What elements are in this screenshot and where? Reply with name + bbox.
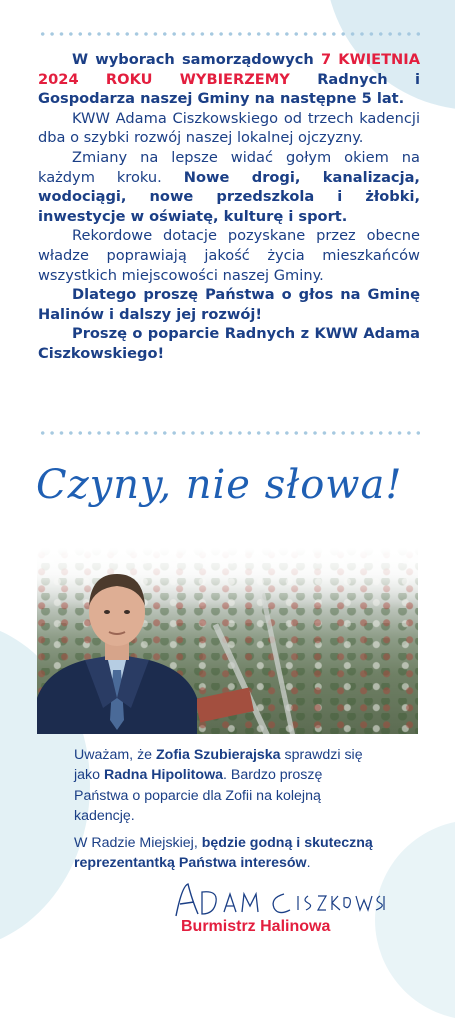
quote-paragraph-council bbox=[74, 833, 374, 874]
signer-role: Burmistrz Halinowa bbox=[181, 918, 331, 935]
paragraph-grants: Rekordowe dotacje pozyskane przez obecne władze poprawiają jakość życia mieszkańców wszystkich miejscowości naszej Gminy. bbox=[38, 227, 420, 284]
leaflet-body-text bbox=[38, 50, 420, 364]
changes-bold: Nowe drogi, kanalizacja, wodociągi, nowe przedszkola i żłobki, inwestycje w oświatę, kulturę i sport. bbox=[38, 168, 420, 225]
quote-bold-text: będzie godną i skuteczną reprezentantką Państwa interesów bbox=[74, 835, 373, 872]
paragraph-changes bbox=[38, 148, 420, 226]
candidate-name: Zofia Szubierajska bbox=[156, 747, 281, 763]
photo-mayor-with-aerial-view bbox=[37, 548, 418, 734]
quote-text: sprawdzi się jako bbox=[74, 747, 363, 784]
election-tail: Radnych i Gospodarza naszej Gminy na następne 5 lat. bbox=[38, 70, 420, 108]
election-date: 7 KWIETNIA 2024 ROKU WYBIERZEMY bbox=[38, 51, 420, 88]
paragraph-kww: KWW Adama Ciszkowskiego od trzech kadencji dba o szybki rozwój naszej lokalnej ojczyzny. bbox=[38, 109, 420, 147]
quote-text: . Bardzo proszę Państwa o poparcie dla Zofii na kolejną kadencję. bbox=[74, 767, 323, 824]
mayor-portrait bbox=[37, 548, 197, 734]
quote-paragraph-candidate bbox=[74, 745, 374, 826]
quote-text: Uważam, że bbox=[74, 747, 156, 763]
quote-text: W Radzie Miejskiej, bbox=[74, 835, 202, 852]
candidate-role: Radna Hipolitowa bbox=[103, 767, 223, 784]
changes-plain: Zmiany na lepsze widać gołym okiem na każdym kroku. bbox=[38, 148, 420, 186]
slogan: Czyny, nie słowa! bbox=[36, 462, 403, 508]
election-lead: W wyborach samorządowych bbox=[72, 51, 321, 68]
paragraph-election bbox=[38, 50, 420, 109]
quote-text: . bbox=[306, 855, 311, 872]
dotted-divider-middle bbox=[38, 431, 420, 435]
paragraph-support: Proszę o poparcie Radnych z KWW Adama Ciszkowskiego! bbox=[38, 325, 420, 362]
mayor-quote bbox=[74, 745, 374, 881]
paragraph-appeal: Dlatego proszę Państwa o głos na Gminę Halinów i dalszy jej rozwój! bbox=[38, 286, 420, 323]
dotted-divider-top bbox=[38, 32, 420, 36]
